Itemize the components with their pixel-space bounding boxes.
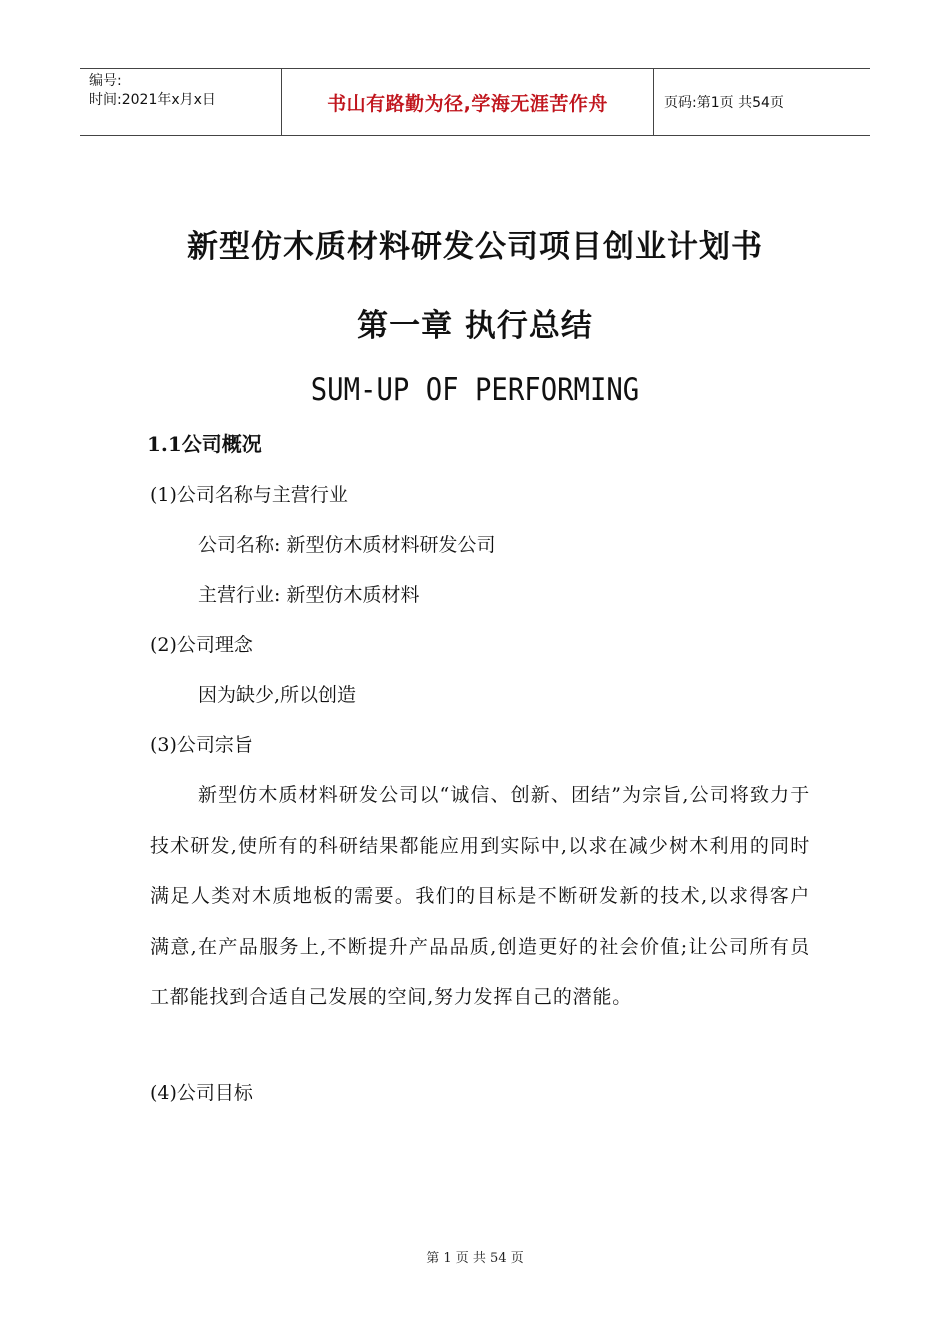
header-number-label: 编号: [89, 73, 122, 89]
header-left-cell [80, 69, 281, 135]
header-page-info: 页码:第1页 共54页 [664, 95, 784, 111]
section-heading: 1.1公司概况 [147, 432, 262, 456]
document-title: 新型仿木质材料研发公司项目创业计划书 [187, 229, 763, 265]
document-header [80, 68, 870, 136]
philosophy-text: 因为缺少,所以创造 [198, 684, 357, 706]
item-company-name-industry: (1)公司名称与主营行业 [150, 484, 348, 506]
company-name-line: 公司名称: 新型仿木质材料研发公司 [198, 534, 496, 556]
item-company-goal: (4)公司目标 [150, 1082, 253, 1104]
page-footer: 第 1 页 共 54 页 [426, 1251, 524, 1266]
header-date-label: 时间:2021年x月x日 [89, 92, 216, 108]
chapter-title-english: SUM-UP OF PERFORMING [310, 372, 640, 408]
item-company-philosophy: (2)公司理念 [150, 634, 253, 656]
purpose-paragraph: 新型仿木质材料研发公司以“诚信、创新、团结”为宗旨,公司将致力于技术研发,使所有的科研结果都能应用到实际中,以求在减少树木利用的同时满足人类对木质地板的需要。我们的目标是不断研发新的技术,以求得客户满意,在产品服务上,不断提升产品品质,创造更好的社会价值;让公司所有员工都能找到合适自己发展的空间,努力发挥自己的潜能。 [150, 784, 810, 1008]
chapter-title: 第一章 执行总结 [357, 308, 593, 344]
main-industry-line: 主营行业: 新型仿木质材料 [198, 584, 420, 606]
item-company-purpose: (3)公司宗旨 [150, 734, 253, 756]
header-motto: 书山有路勤为径,学海无涯苦作舟 [281, 69, 654, 135]
